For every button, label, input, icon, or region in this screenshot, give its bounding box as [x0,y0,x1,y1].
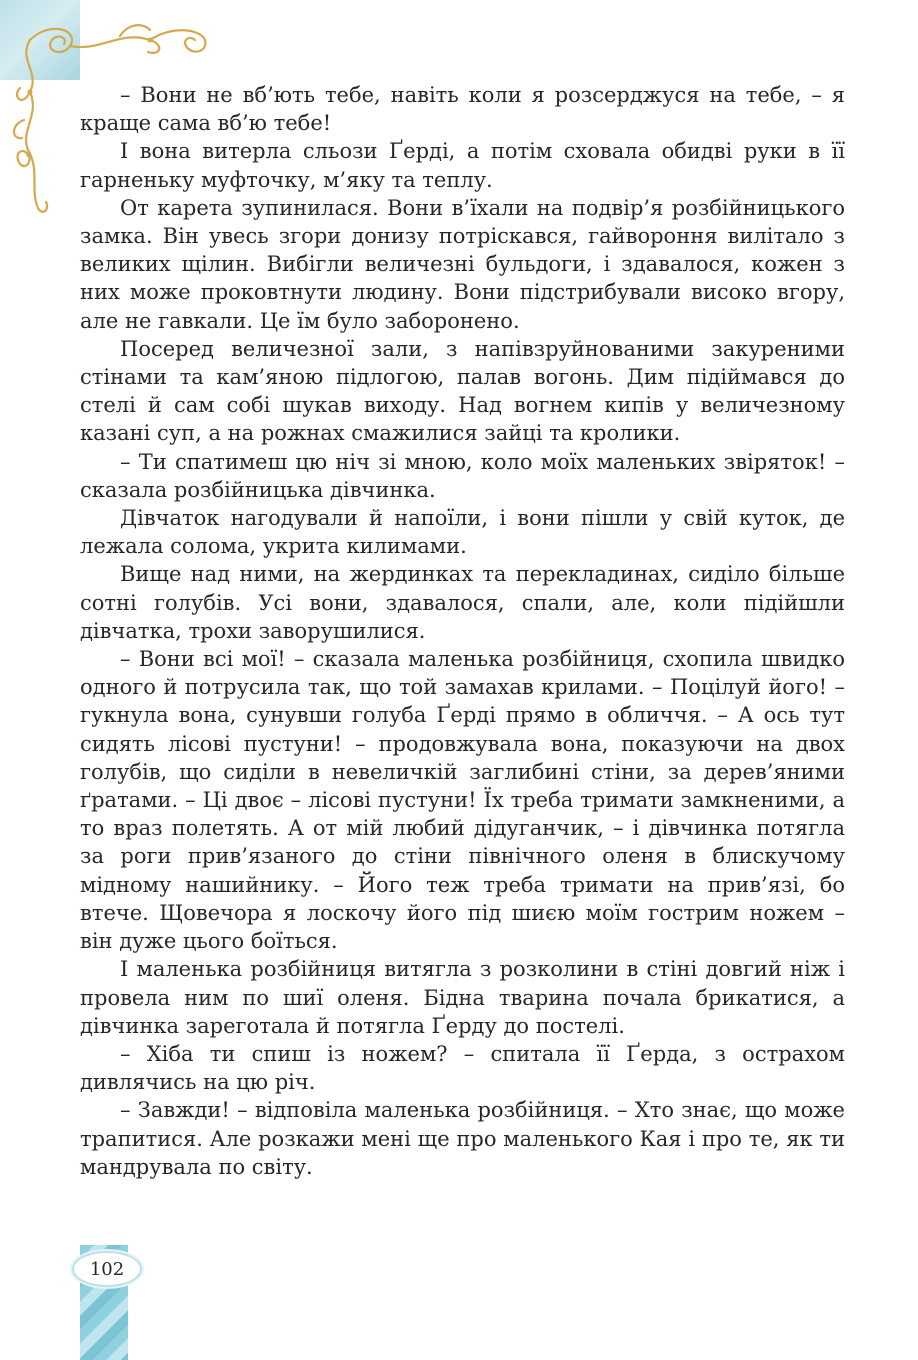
paragraph: Дівчаток нагодували й напоїли, і вони пішли у свій куток, де лежала солома, укрита килимами. [80,506,845,559]
paragraph: – Вони всі мої! – сказала маленька розбійниця, схопила швидко одного й потрусила так, що той замахав крилами. – Поцілуй його! – гукнула вона, сунувши голуба Ґерді прямо в обличчя. – А ось тут сидять лісові пустуни! – продовжувала вона, показуючи на двох голубів, що сиділи в невеличкій заглибині стіни, за дерев’яними ґратами. – Ці двоє – лісові пустуни! Їх треба тримати замкненими, а то враз полетять. А от мій любий дідуганчик, – і дівчинка потягла за роги прив’язаного до стіни північного оленя в блискучому мідному нашийнику. – Його теж треба тримати на прив’язі, бо втече. Щовечора я лоскочу його під шиєю моїм гострим ножем – він дуже цього боїться. [80,647,845,954]
paragraph: От карета зупинилася. Вони в’їхали на подвір’я розбійницького замка. Він увесь згори донизу потріскався, гайвороння вилітало з великих щілин. Вибігли величезні бульдоги, і здавалося, кожен з них може проковтнути людину. Вони підстрибували високо вгору, але не гавкали. Це їм було заборонено. [80,195,845,333]
page-text [80,81,845,1181]
paragraph: І маленька розбійниця витягла з розколини в стіні довгий ніж і провела ним по шиї оленя. Бідна тварина почала брикатися, а дівчинка зареготала й потягла Ґерду до постелі. [80,957,845,1038]
paragraph: Вище над ними, на жердинках та перекладинах, сиділо більше сотні голубів. Усі вони, здавалося, спали, але, коли підійшли дівчатка, трохи заворушилися. [80,562,845,643]
paragraph: Посеред величезної зали, з напівзруйнованими закуреними стінами та кам’яною підлогою, палав вогонь. Дим підіймався до стелі й сам собі шукав виходу. Над вогнем кипів у величезному казані суп, а на рожнах смажилися зайці та кролики. [80,336,845,446]
paragraph: – Завжди! – відповіла маленька розбійниця. – Хто знає, що може трапитися. Але розкажи мені ще про маленького Кая і про те, як ти мандрувала по світу. [80,1098,845,1179]
page-number: 102 [72,1251,142,1287]
paragraph: І вона витерла сльози Ґерді, а потім сховала обидві руки в її гарненьку муфточку, м’яку та теплу. [80,139,845,192]
paragraph: – Хіба ти спиш із ножем? – спитала її Ґерда, з острахом дивлячись на цю річ. [80,1041,845,1095]
paragraph: – Вони не вб’ють тебе, навіть коли я розсерджуся на тебе, – я краще сама вб’ю тебе! [80,83,845,136]
paragraph: – Ти спатимеш цю ніч зі мною, коло моїх маленьких звіряток! – сказала розбійницька дівчинка. [80,449,845,502]
